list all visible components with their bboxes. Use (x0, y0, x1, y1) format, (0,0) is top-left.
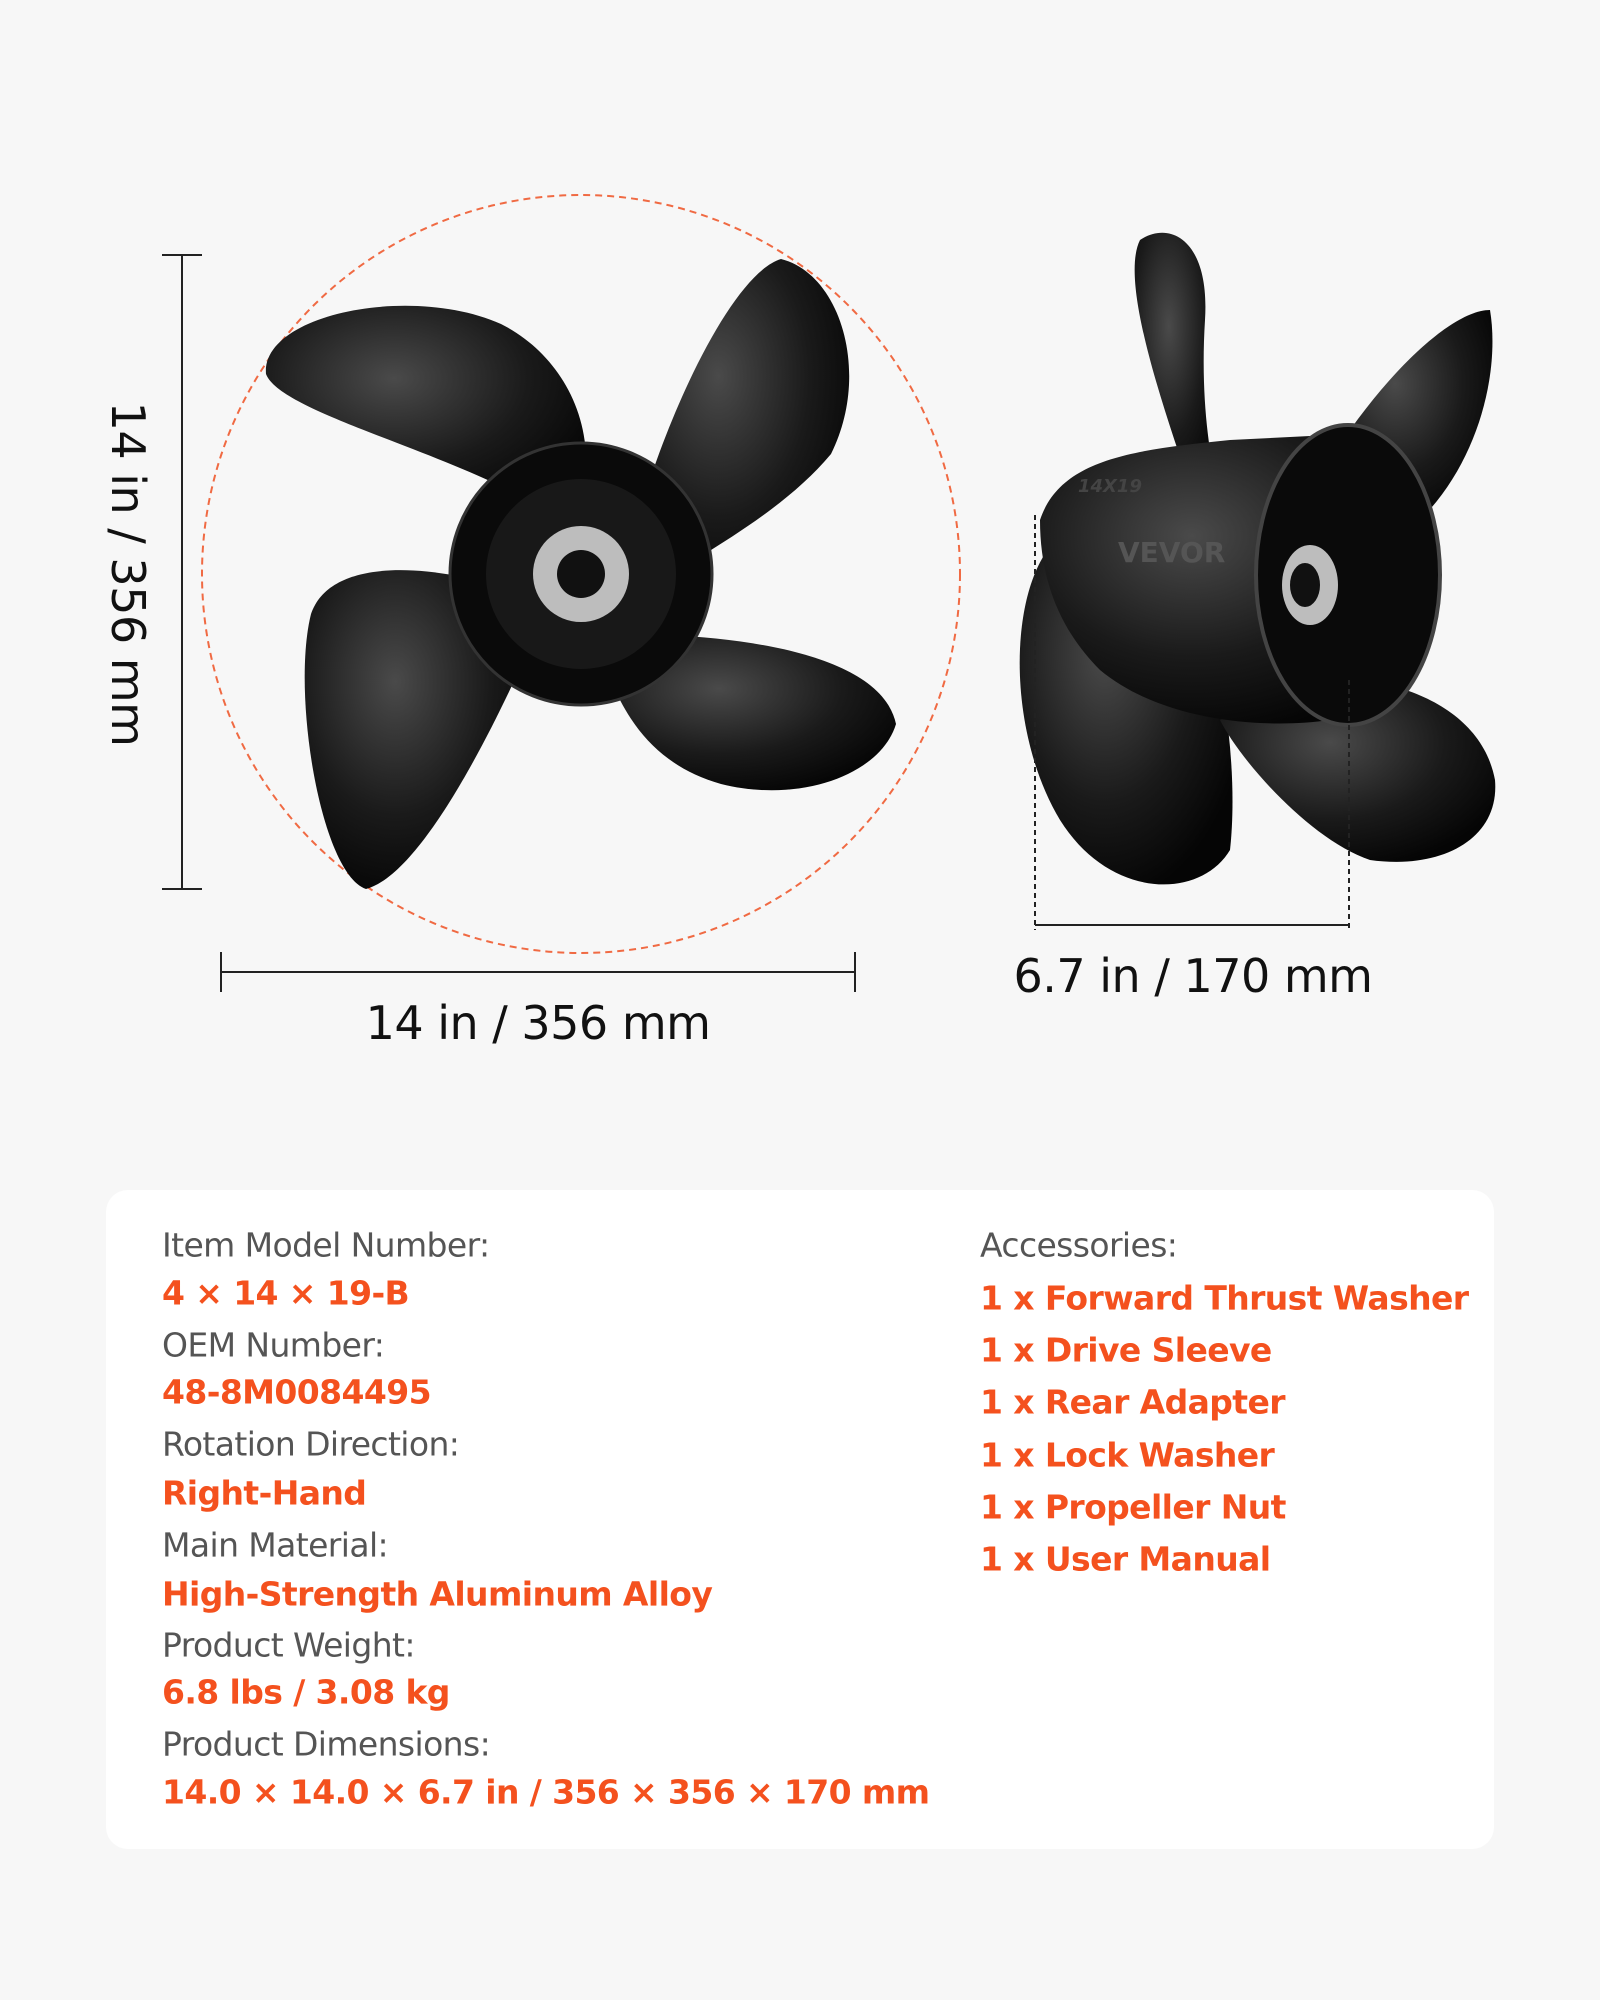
spec-value: Right-Hand (162, 1473, 367, 1513)
spec-value: High-Strength Aluminum Alloy (162, 1574, 713, 1614)
width-dimension-label: 14 in / 356 mm (365, 996, 711, 1050)
spec-label: Item Model Number: (162, 1225, 490, 1265)
accessory-item: 1 x Rear Adapter (980, 1382, 1285, 1422)
depth-dimension-label: 6.7 in / 170 mm (1013, 949, 1373, 1003)
spec-value: 6.8 lbs / 3.08 kg (162, 1672, 450, 1712)
size-mark: 14X19 (1078, 476, 1142, 497)
spec-label: Product Dimensions: (162, 1724, 491, 1764)
brand-mark: VEVOR (1118, 536, 1226, 569)
accessory-item: 1 x Lock Washer (980, 1435, 1275, 1475)
accessories-title: Accessories: (980, 1225, 1178, 1265)
accessory-item: 1 x Forward Thrust Washer (980, 1278, 1469, 1318)
spec-label: Product Weight: (162, 1625, 415, 1665)
spec-value: 48-8M0084495 (162, 1372, 431, 1412)
spec-value: 14.0 × 14.0 × 6.7 in / 356 × 356 × 170 mm (162, 1772, 930, 1812)
spec-label: Main Material: (162, 1525, 389, 1565)
accessory-item: 1 x Drive Sleeve (980, 1330, 1272, 1370)
height-dimension-label: 14 in / 356 mm (101, 401, 155, 747)
spec-label: Rotation Direction: (162, 1424, 460, 1464)
propeller-side-view (1000, 200, 1560, 960)
accessory-item: 1 x User Manual (980, 1539, 1271, 1579)
spec-value: 4 × 14 × 19-B (162, 1273, 410, 1313)
accessory-item: 1 x Propeller Nut (980, 1487, 1286, 1527)
spec-label: OEM Number: (162, 1325, 385, 1365)
